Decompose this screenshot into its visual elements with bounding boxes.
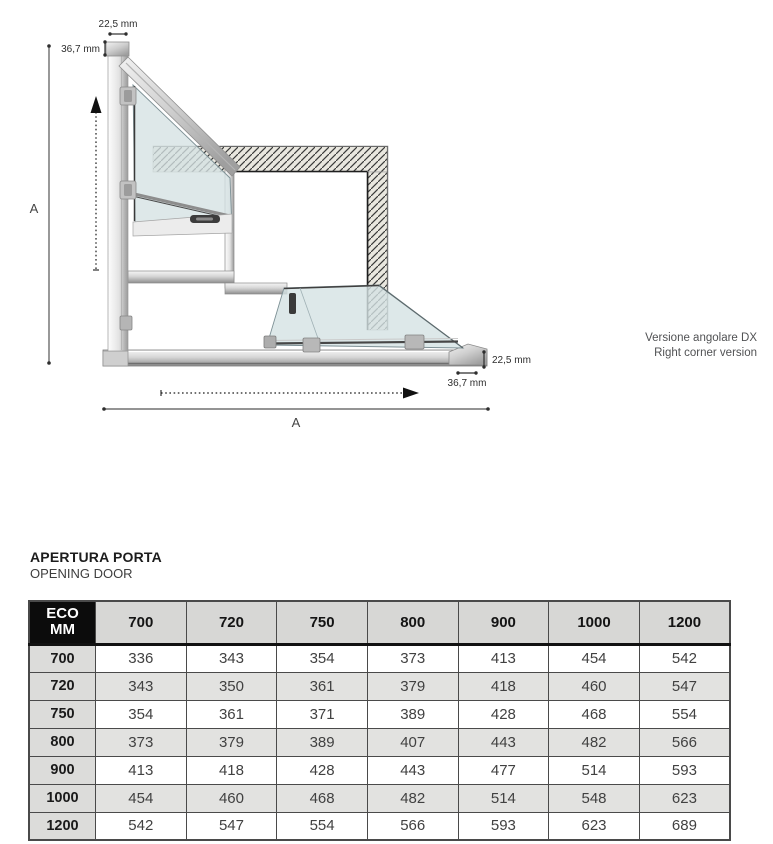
table-cell: 454 [96, 784, 187, 812]
lower-door-handle-icon [289, 293, 296, 314]
column-header: 1000 [549, 601, 640, 644]
table-cell: 343 [96, 672, 187, 700]
table-cell: 554 [639, 700, 730, 728]
table-cell: 542 [96, 812, 187, 840]
table-cell: 623 [639, 784, 730, 812]
opening-door-table [28, 600, 731, 841]
opening-arrow-horizontal [161, 388, 419, 399]
table-cell: 443 [458, 728, 549, 756]
table-cell: 428 [458, 700, 549, 728]
dimension-right-depth [448, 371, 487, 389]
table-row [29, 756, 730, 784]
table-cell: 593 [458, 812, 549, 840]
column-header: 750 [277, 601, 368, 644]
table-cell: 514 [458, 784, 549, 812]
row-header: 800 [29, 728, 96, 756]
opening-arrow-vertical [91, 96, 102, 270]
table-cell: 482 [367, 784, 458, 812]
opening-door-table-wrap [28, 600, 731, 841]
table-row [29, 728, 730, 756]
dimension-left-height [30, 44, 51, 365]
version-caption [645, 332, 757, 359]
table-cell: 547 [639, 672, 730, 700]
table-body [29, 644, 730, 840]
table-cell: 373 [96, 728, 187, 756]
table-row [29, 700, 730, 728]
table-cell: 593 [639, 756, 730, 784]
table-row [29, 672, 730, 700]
table-row [29, 784, 730, 812]
table-row [29, 812, 730, 840]
table-cell: 477 [458, 756, 549, 784]
section-title-english: OPENING DOOR [30, 566, 133, 581]
row-header: 1000 [29, 784, 96, 812]
table-row [29, 644, 730, 672]
table-cell: 361 [277, 672, 368, 700]
table-cell: 460 [549, 672, 640, 700]
table-cell: 689 [639, 812, 730, 840]
upper-door-hinge-icon [120, 181, 136, 199]
bottom-bracket-icon [120, 316, 132, 330]
table-head [29, 601, 730, 644]
dim-left-height-label: A [29, 201, 39, 216]
table-cell: 354 [96, 700, 187, 728]
table-cell: 350 [186, 672, 277, 700]
table-cell: 443 [367, 756, 458, 784]
table-cell: 371 [277, 700, 368, 728]
table-cell: 428 [277, 756, 368, 784]
table-cell: 413 [458, 644, 549, 672]
dimension-right-height [482, 350, 531, 368]
dim-right-depth-label: 36,7 mm [447, 378, 487, 389]
table-cell: 379 [367, 672, 458, 700]
lower-door-hinge-icon [303, 338, 320, 352]
table-cell: 566 [367, 812, 458, 840]
dim-top-depth-label: 36,7 mm [61, 44, 100, 55]
column-header: 1200 [639, 601, 730, 644]
column-header: 700 [96, 601, 187, 644]
table-cell: 548 [549, 784, 640, 812]
table-cell: 413 [96, 756, 187, 784]
table-cell: 547 [186, 812, 277, 840]
dim-bottom-width-label: A [291, 415, 301, 430]
dimension-bottom-width [102, 407, 490, 430]
dimension-top-depth [61, 40, 107, 56]
table-cell: 460 [186, 784, 277, 812]
table-cell: 623 [549, 812, 640, 840]
table-cell: 418 [458, 672, 549, 700]
row-header: 720 [29, 672, 96, 700]
table-cell: 418 [186, 756, 277, 784]
table-cell: 407 [367, 728, 458, 756]
upper-door-hinge-icon [120, 87, 136, 105]
version-caption-line1: Versione angolare DX [645, 332, 757, 344]
table-cell: 454 [549, 644, 640, 672]
table-cell: 554 [277, 812, 368, 840]
table-cell: 354 [277, 644, 368, 672]
lower-door-hinge-icon [405, 335, 424, 349]
table-cell: 336 [96, 644, 187, 672]
table-cell: 361 [186, 700, 277, 728]
table-cell: 389 [277, 728, 368, 756]
table-cell: 373 [367, 644, 458, 672]
table-cell: 468 [277, 784, 368, 812]
row-header: 750 [29, 700, 96, 728]
table-cell: 514 [549, 756, 640, 784]
lower-door-pivot-icon [264, 336, 276, 348]
dim-top-width-label: 22,5 mm [98, 19, 138, 30]
table-cell: 468 [549, 700, 640, 728]
table-cell: 542 [639, 644, 730, 672]
table-header-row [29, 601, 730, 644]
corner-cell [29, 601, 96, 644]
lower-door [264, 285, 463, 352]
row-header: 700 [29, 644, 96, 672]
table-cell: 482 [549, 728, 640, 756]
corner-line2: MM [50, 621, 75, 639]
dimension-top-width [99, 19, 138, 36]
row-header: 900 [29, 756, 96, 784]
corner-line1: ECO [46, 604, 79, 622]
column-header: 720 [186, 601, 277, 644]
table-cell: 566 [639, 728, 730, 756]
column-header: 800 [367, 601, 458, 644]
version-caption-line2: Right corner version [654, 347, 757, 359]
section-title-italian: APERTURA PORTA [30, 549, 162, 565]
table-cell: 389 [367, 700, 458, 728]
row-header: 1200 [29, 812, 96, 840]
column-header: 900 [458, 601, 549, 644]
dim-right-height-label: 22,5 mm [492, 355, 531, 366]
table-cell: 379 [186, 728, 277, 756]
table-cell: 343 [186, 644, 277, 672]
